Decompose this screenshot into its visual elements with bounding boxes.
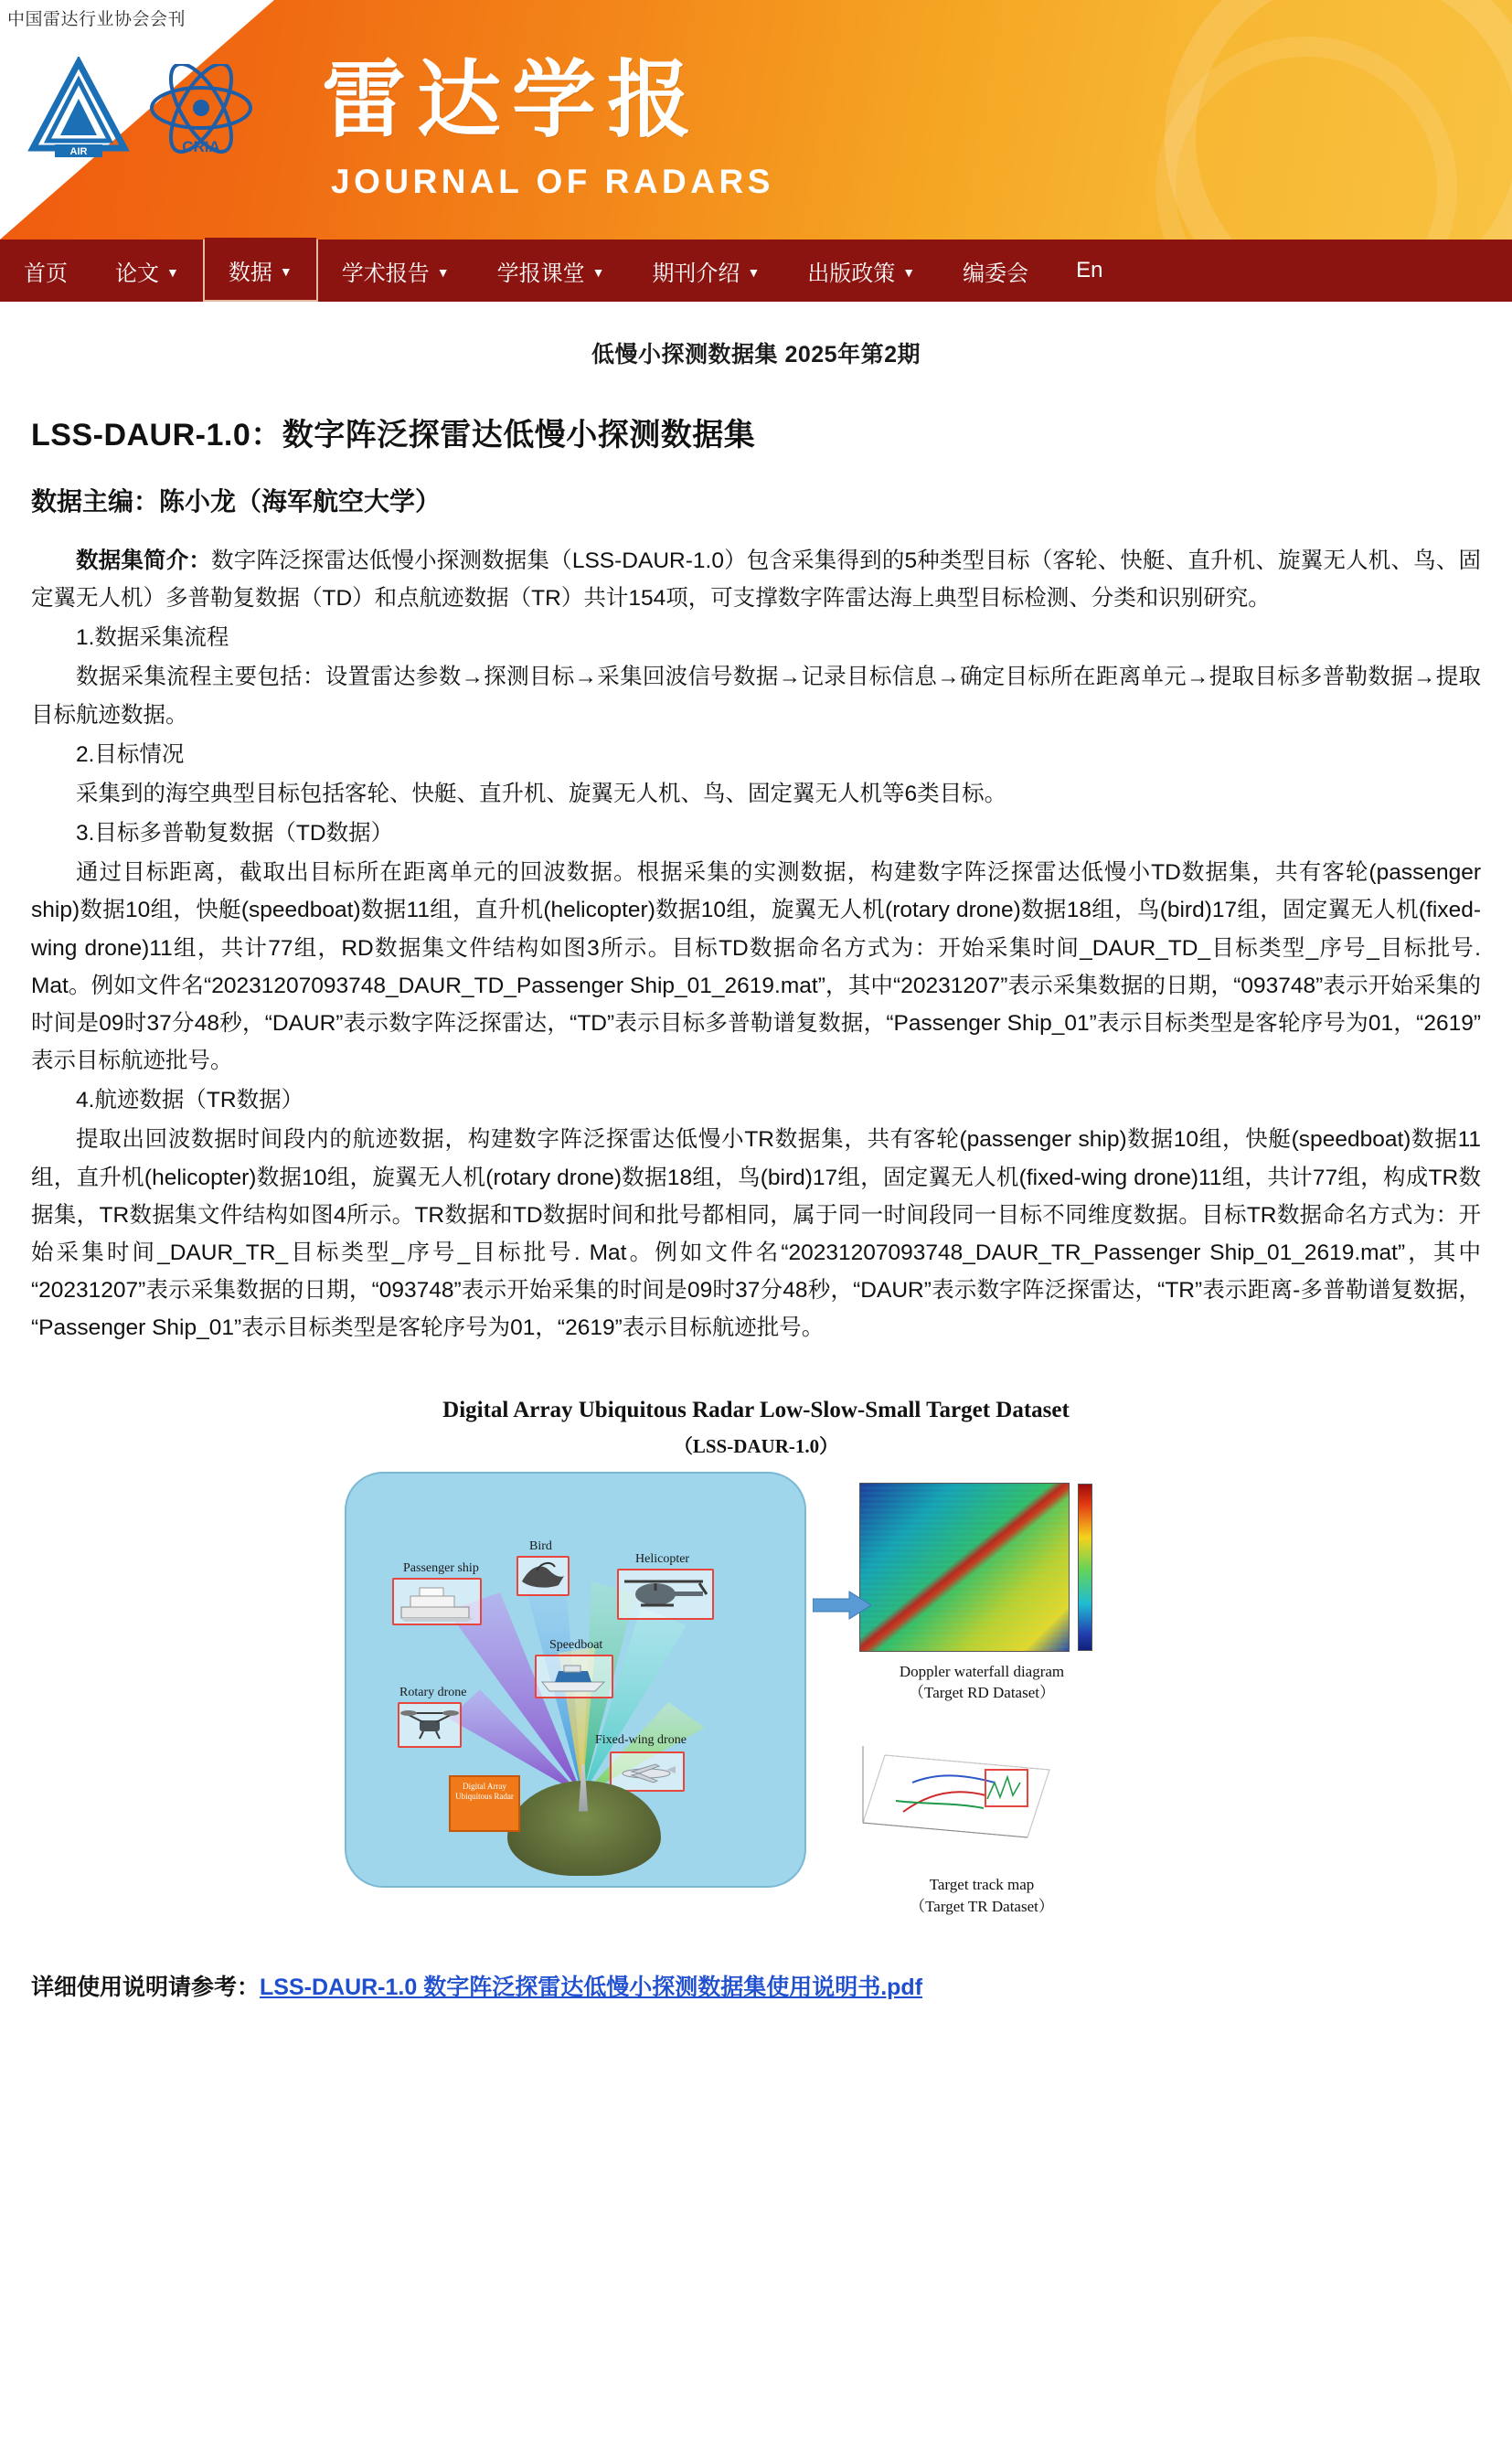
- section-2-text: 采集到的海空典型目标包括客轮、快艇、直升机、旋翼无人机、鸟、固定翼无人机等6类目标。: [76, 781, 1007, 806]
- arrow-right-icon: [813, 1590, 871, 1621]
- issue-line: 低慢小探测数据集 2025年第2期: [591, 342, 921, 367]
- nav-label: 学术报告: [341, 261, 430, 286]
- nav-item-english[interactable]: [1052, 240, 1126, 302]
- target-label-speedboat: Speedboat: [549, 1637, 603, 1652]
- nav-item-papers[interactable]: [91, 240, 203, 302]
- intro-label: 数据集简介：: [76, 548, 212, 573]
- main-navigation[interactable]: [0, 240, 1512, 302]
- target-box-passenger-ship: [392, 1578, 482, 1625]
- target-label-bird: Bird: [529, 1538, 552, 1553]
- doppler-ridge: [860, 1484, 1069, 1651]
- target-label-fixed-wing-drone: Fixed-wing drone: [595, 1732, 687, 1747]
- target-label-passenger-ship: Passenger ship: [403, 1560, 479, 1575]
- dataset-figure: [345, 1394, 1167, 1917]
- svg-text:CRIA: CRIA: [182, 138, 220, 155]
- usage-instruction-label: 详细使用说明请参考：: [31, 1974, 261, 2000]
- section-3-heading: 3.目标多普勒复数据（TD数据）: [76, 821, 394, 846]
- target-box-fixed-wing-drone: [610, 1751, 685, 1792]
- data-editor: 数据主编：陈小龙（海军航空大学）: [31, 487, 442, 516]
- section-1-text: 数据采集流程主要包括：设置雷达参数→探测目标→采集回波信号数据→记录目标信息→确定目标所在距离单元→提取目标多普勒数据→提取目标航迹数据。: [31, 665, 1481, 728]
- usage-manual-link[interactable]: LSS-DAUR-1.0 数字阵泛探雷达低慢小探测数据集使用说明书.pdf: [260, 1974, 923, 2000]
- nav-label: 编委会: [963, 261, 1029, 286]
- target-label-rotary-drone: Rotary drone: [399, 1685, 467, 1699]
- scene-panel: [345, 1472, 806, 1888]
- target-box-speedboat: [535, 1655, 613, 1698]
- intro-paragraph: [31, 542, 1481, 617]
- site-header: [0, 0, 1512, 240]
- rd-caption-line2: （Target RD Dataset）: [909, 1684, 1055, 1702]
- page-title: LSS-DAUR-1.0：数字阵泛探雷达低慢小探测数据集: [31, 418, 756, 452]
- journal-title-zh: 雷达学报: [322, 51, 703, 149]
- target-box-helicopter: [617, 1569, 714, 1620]
- chevron-down-icon: ▼: [279, 264, 293, 279]
- track-caption-line2: （Target TR Dataset）: [910, 1897, 1054, 1915]
- target-box-bird: [516, 1556, 570, 1596]
- nav-label: 首页: [24, 261, 68, 286]
- figure-title: Digital Array Ubiquitous Radar Low-Slow-Small Target Dataset: [442, 1398, 1070, 1423]
- journal-title-en: JOURNAL OF RADARS: [331, 163, 774, 200]
- air-logo-icon: [27, 57, 130, 159]
- target-box-rotary-drone: [398, 1702, 462, 1748]
- chevron-down-icon: ▼: [166, 265, 179, 280]
- section-4-text: 提取出回波数据时间段内的航迹数据，构建数字阵泛探雷达低慢小TR数据集，共有客轮(passenger ship)数据10组，快艇(speedboat)数据11组，直升机(helicopter)数据10组，旋翼无人机(rotary drone)数据18组，鸟(bird)17组，固定翼无人机(fixed-wing drone)11组，共计77组，构成TR数据集，TR数据集文件结构如图4所示。TR数据和TD数据时间和批号都相同，属于同一时间段同一目标不同维度数据。目标TR数据命名方式为：开始采集时间_DAUR_TR_目标类型_序号_目标批号. Mat。例如文件名“20231207093748_DAUR_TR_Passenger Ship_01_2619.mat”，其中“20231207”表示采集数据的日期，“093748”表示开始采集的时间是09时37分48秒，“DAUR”表示数字阵泛探雷达，“TR”表示距离-多普勒谱复数据，“Passenger Ship_01”表示目标类型是客轮序号为01，“2619”表示目标航迹批号。: [31, 1127, 1481, 1341]
- chevron-down-icon: ▼: [747, 265, 761, 280]
- nav-item-home[interactable]: [0, 240, 91, 302]
- association-text: 中国雷达行业协会会刊: [7, 10, 186, 29]
- section-4-heading: 4.航迹数据（TR数据）: [76, 1088, 304, 1113]
- colorbar: [1078, 1484, 1092, 1651]
- nav-label: 期刊介绍: [652, 261, 740, 286]
- nav-label: En: [1076, 258, 1103, 282]
- nav-label: 学报课堂: [496, 261, 585, 286]
- nav-item-journal-intro[interactable]: [628, 240, 783, 302]
- article-content: [0, 336, 1512, 2039]
- section-1-heading: 1.数据采集流程: [76, 625, 229, 651]
- figure-subtitle: （LSS-DAUR-1.0）: [673, 1434, 839, 1457]
- nav-item-academic-report[interactable]: [318, 240, 474, 302]
- nav-label: 数据: [228, 260, 272, 285]
- section-3-text: 通过目标距离，截取出目标所在距离单元的回波数据。根据采集的实测数据，构建数字阵泛探雷达低慢小TD数据集，共有客轮(passenger ship)数据10组，快艇(speedboat)数据11组，直升机(helicopter)数据10组，旋翼无人机(rotary drone)数据18组，鸟(bird)17组，固定翼无人机(fixed-wing drone)11组，共计77组，RD数据集文件结构如图3所示。目标TD数据命名方式为：开始采集时间_DAUR_TD_目标类型_序号_目标批号. Mat。例如文件名“20231207093748_DAUR_TD_Passenger Ship_01_2619.mat”，其中“20231207”表示采集数据的日期，“093748”表示开始采集的时间是09时37分48秒，“DAUR”表示数字阵泛探雷达，“TD”表示目标多普勒谱复数据，“Passenger Ship_01”表示目标类型是客轮序号为01，“2619”表示目标航迹批号。: [31, 860, 1481, 1074]
- radar-badge: Digital Array Ubiquitous Radar: [449, 1775, 520, 1832]
- nav-item-publishing-policy[interactable]: [783, 240, 939, 302]
- doppler-waterfall-plot: [859, 1483, 1070, 1652]
- usage-instruction-line: [31, 1969, 1481, 2002]
- chevron-down-icon: ▼: [591, 265, 605, 280]
- figure-body: [345, 1472, 1167, 1918]
- intro-text: 数字阵泛探雷达低慢小探测数据集（LSS-DAUR-1.0）包含采集得到的5种类型目标（客轮、快艇、直升机、旋翼无人机、鸟、固定翼无人机）多普勒复数据（TD）和点航迹数据（TR）共计154项，可支撑数字阵雷达海上典型目标检测、分类和识别研究。: [31, 548, 1481, 612]
- nav-item-classroom[interactable]: [474, 240, 629, 302]
- cria-logo-icon: [146, 64, 256, 159]
- nav-label: 论文: [115, 261, 159, 286]
- svg-text:AIR: AIR: [69, 146, 88, 157]
- rd-caption-line1: Doppler waterfall diagram: [899, 1662, 1065, 1680]
- nav-item-data[interactable]: [203, 240, 318, 302]
- chevron-down-icon: ▼: [436, 265, 450, 280]
- analysis-panel: [817, 1472, 1146, 1918]
- nav-item-editorial-board[interactable]: [939, 240, 1052, 302]
- track-caption-line1: Target track map: [929, 1876, 1035, 1894]
- nav-label: 出版政策: [807, 261, 896, 286]
- section-2-heading: 2.目标情况: [76, 741, 185, 767]
- chevron-down-icon: ▼: [902, 265, 916, 280]
- target-track-plot: [848, 1728, 1091, 1865]
- target-label-helicopter: Helicopter: [635, 1551, 690, 1566]
